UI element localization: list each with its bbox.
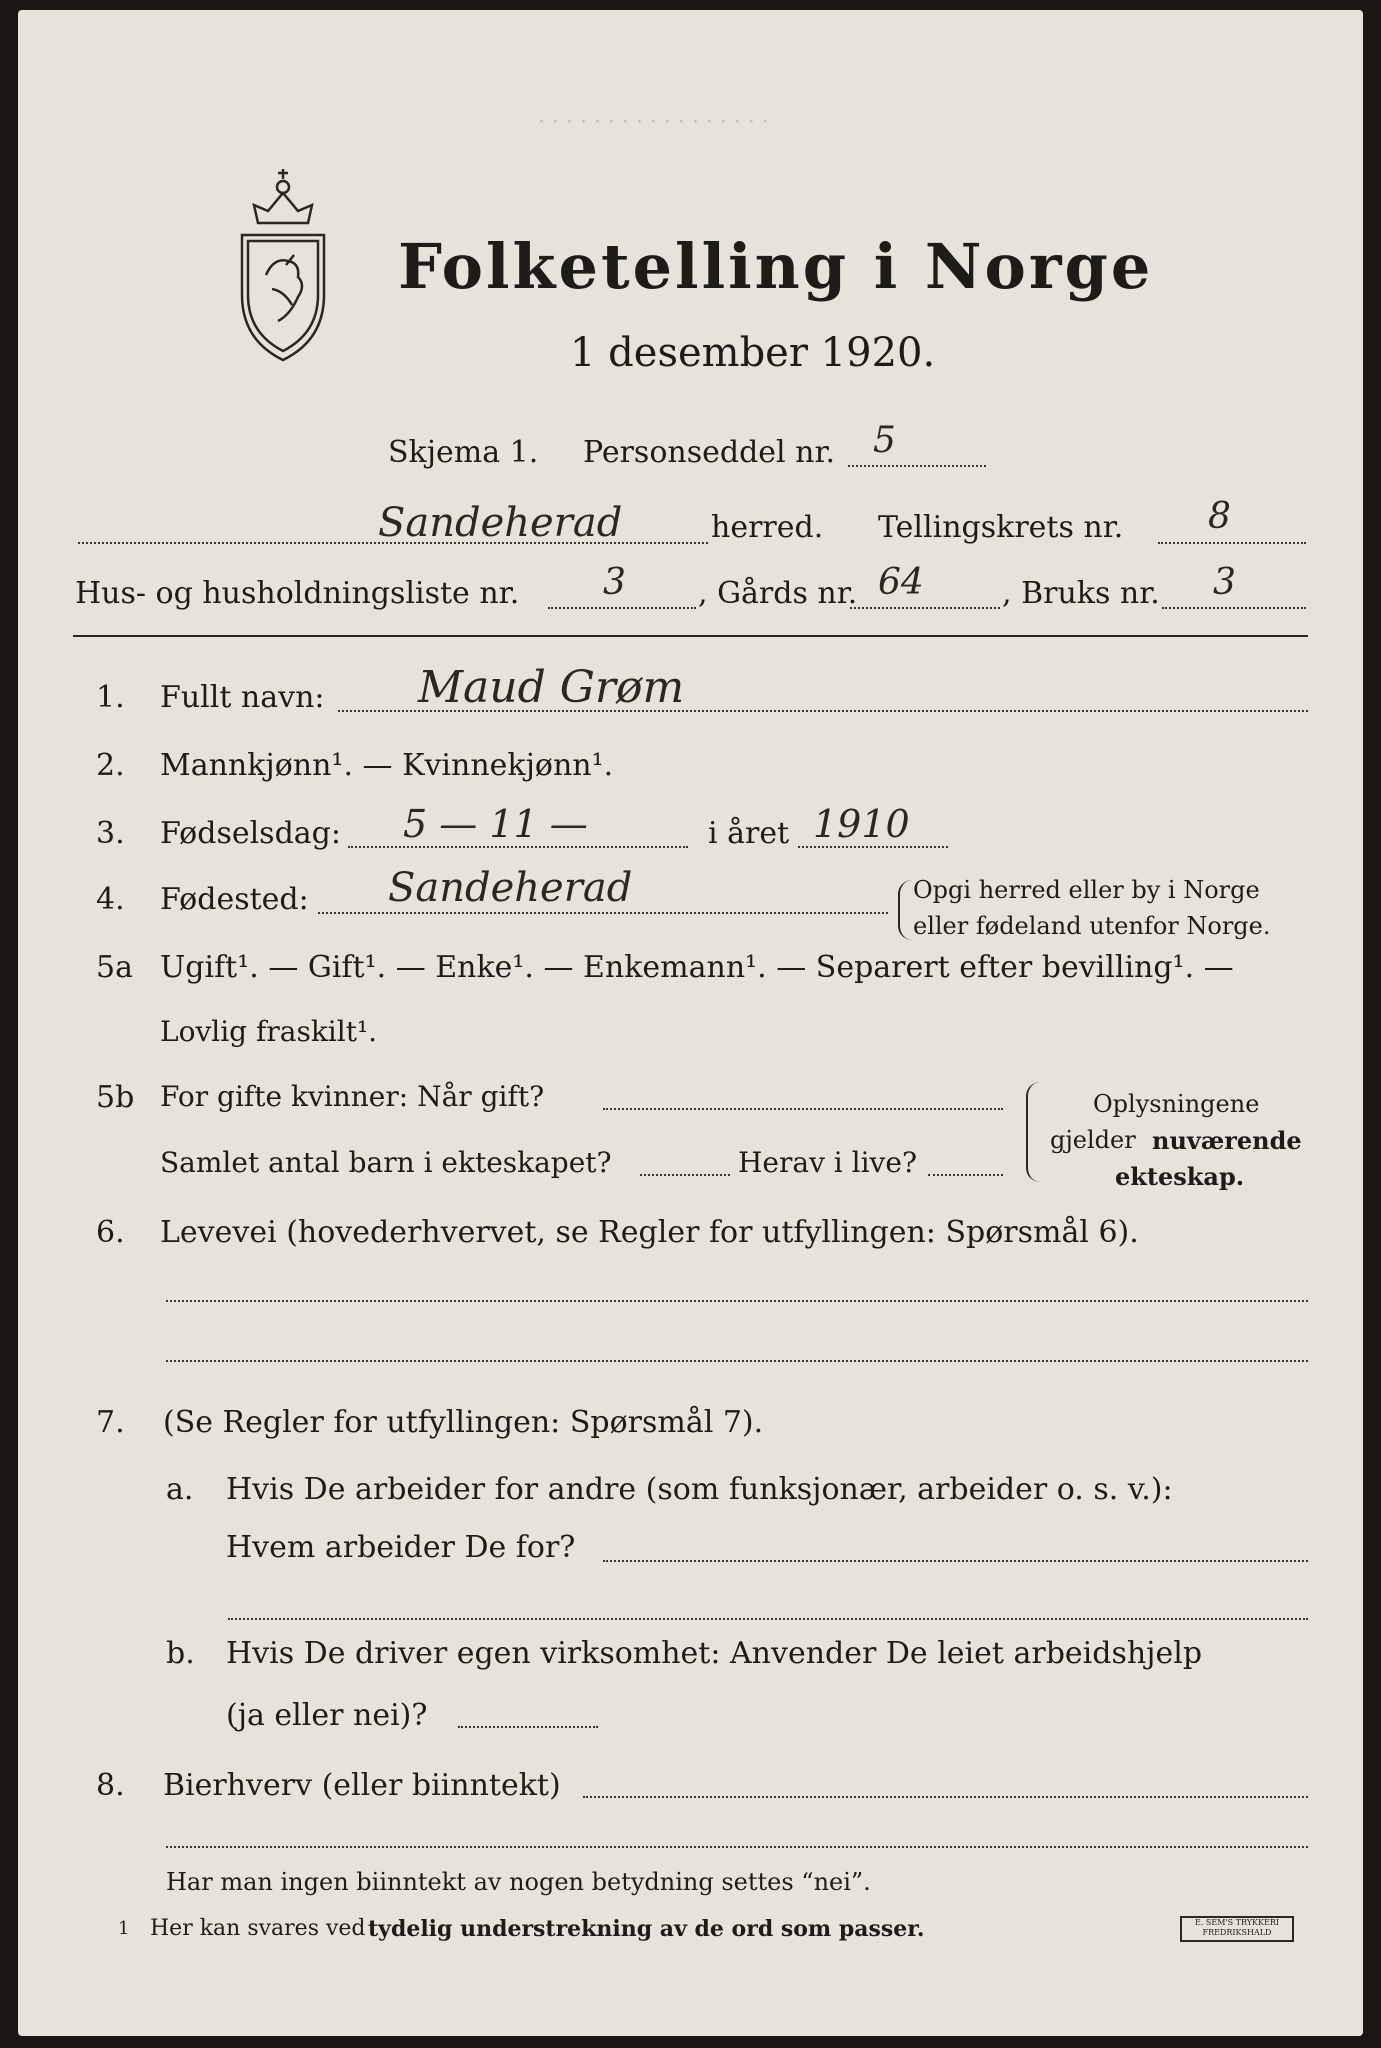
- q5a-line1: Ugift¹. — Gift¹. — Enke¹. — Enkemann¹. — Separert efter bevilling¹. —: [160, 950, 1234, 985]
- q1-label: Fullt navn:: [160, 680, 325, 715]
- q7b-dotline: [458, 1726, 598, 1728]
- header-divider: [73, 635, 1308, 637]
- q7b-line2: (ja eller nei)?: [226, 1698, 428, 1733]
- q5b-note3: ekteskap.: [1115, 1162, 1245, 1191]
- q4-note-line2: eller fødeland utenfor Norge.: [913, 912, 1271, 940]
- q4-brace: [898, 880, 912, 940]
- q3-year-label: i året: [708, 816, 790, 851]
- hus-value: 3: [603, 562, 626, 603]
- schema-label: Skjema 1.: [388, 435, 539, 470]
- q6-text: Levevei (hovederhvervet, se Regler for utfyllingen: Spørsmål 6).: [160, 1215, 1139, 1250]
- q7a-number: a.: [166, 1472, 194, 1507]
- census-form-page: [18, 10, 1363, 2036]
- q7b-line1: Hvis De driver egen virksomhet: Anvender De leiet arbeidshjelp: [226, 1636, 1203, 1671]
- q7-text: (Se Regler for utfyllingen: Spørsmål 7).: [163, 1405, 764, 1440]
- q3-dotline: [348, 846, 688, 848]
- q5b-married-dotline: [603, 1108, 1003, 1110]
- q7-number: 7.: [96, 1405, 125, 1440]
- q7b-number: b.: [166, 1636, 195, 1671]
- gards-dotline: [850, 607, 1000, 609]
- q4-label: Fødested:: [160, 882, 309, 917]
- q8-text: Bierhverv (eller biinntekt): [163, 1768, 561, 1803]
- bruks-dotline: [1162, 607, 1306, 609]
- q5b-line1: For gifte kvinner: Når gift?: [160, 1080, 545, 1113]
- norwegian-coat-of-arms-icon: [228, 165, 338, 365]
- q2-text: Mannkjønn¹. — Kvinnekjønn¹.: [160, 748, 614, 783]
- q1-number: 1.: [96, 680, 125, 715]
- q5b-children-label: Samlet antal barn i ekteskapet?: [160, 1146, 612, 1179]
- hus-label: Hus- og husholdningsliste nr.: [75, 576, 520, 611]
- q2-number: 2.: [96, 748, 125, 783]
- q3-year-dotline: [798, 846, 948, 848]
- show-through-text: · · · · · · · · · · · · · · · · ·: [538, 110, 769, 135]
- biinntekt-note: Har man ingen biinntekt av nogen betydning settes “nei”.: [166, 1868, 871, 1896]
- q5b-brace: [1026, 1082, 1042, 1182]
- q5a-number: 5a: [96, 950, 133, 985]
- q6-dotline-1: [166, 1300, 1308, 1302]
- q3-number: 3.: [96, 816, 125, 851]
- q6-number: 6.: [96, 1215, 125, 1250]
- personseddel-dotline: [848, 465, 986, 467]
- printer-stamp: E. SEM'S TRYKKERI FREDRIKSHALD: [1180, 1916, 1294, 1942]
- q5b-alive-dotline: [928, 1174, 1003, 1176]
- q8-dotline-2: [166, 1846, 1308, 1848]
- bruks-value: 3: [1213, 562, 1236, 603]
- gards-label: , Gårds nr.: [698, 576, 858, 611]
- q7a-line1: Hvis De arbeider for andre (som funksjonær, arbeider o. s. v.):: [226, 1472, 1173, 1507]
- tellingskrets-value: 8: [1208, 496, 1231, 537]
- q5a-line2: Lovlig fraskilt¹.: [160, 1015, 378, 1048]
- personseddel-label: Personseddel nr.: [583, 435, 836, 470]
- footnote-mark: 1: [118, 1918, 130, 1939]
- gards-value: 64: [878, 562, 924, 603]
- tellingskrets-label: Tellingskrets nr.: [878, 510, 1124, 545]
- herred-label: herred.: [711, 510, 824, 545]
- q8-number: 8.: [96, 1768, 125, 1803]
- q7a-line2: Hvem arbeider De for?: [226, 1530, 576, 1565]
- bruks-label: , Bruks nr.: [1002, 576, 1160, 611]
- q5b-alive-label: Herav i live?: [738, 1146, 917, 1179]
- q6-dotline-2: [166, 1360, 1308, 1362]
- tellingskrets-dotline: [1158, 542, 1306, 544]
- q7a-dotline-1: [603, 1560, 1308, 1562]
- form-date: 1 desember 1920.: [570, 330, 936, 376]
- q3-label: Fødselsdag:: [160, 816, 341, 851]
- q5b-number: 5b: [96, 1080, 135, 1115]
- q4-note-line1: Opgi herred eller by i Norge: [913, 876, 1260, 904]
- form-title: Folketelling i Norge: [398, 230, 1154, 303]
- q4-number: 4.: [96, 882, 125, 917]
- q5b-note2a: gjelder: [1050, 1126, 1136, 1154]
- q3-year-value: 1910: [813, 802, 910, 846]
- footnote-text-a: Her kan svares ved: [150, 1916, 366, 1941]
- q7a-dotline-2: [228, 1618, 1308, 1620]
- herred-value: Sandeherad: [378, 500, 623, 546]
- hus-dotline: [548, 607, 696, 609]
- q3-value: 5 — 11 —: [403, 802, 588, 846]
- q4-dotline: [318, 912, 888, 914]
- q5b-note2b: nuværende: [1152, 1126, 1302, 1155]
- q1-value: Maud Grøm: [418, 662, 685, 713]
- footnote-text-b: tydelig understrekning av de ord som passer.: [368, 1916, 925, 1942]
- q8-dotline-1: [583, 1796, 1308, 1798]
- q5b-children-dotline: [640, 1174, 730, 1176]
- personseddel-value: 5: [873, 420, 896, 461]
- q4-value: Sandeherad: [388, 865, 633, 911]
- q5b-note1: Oplysningene: [1093, 1090, 1260, 1118]
